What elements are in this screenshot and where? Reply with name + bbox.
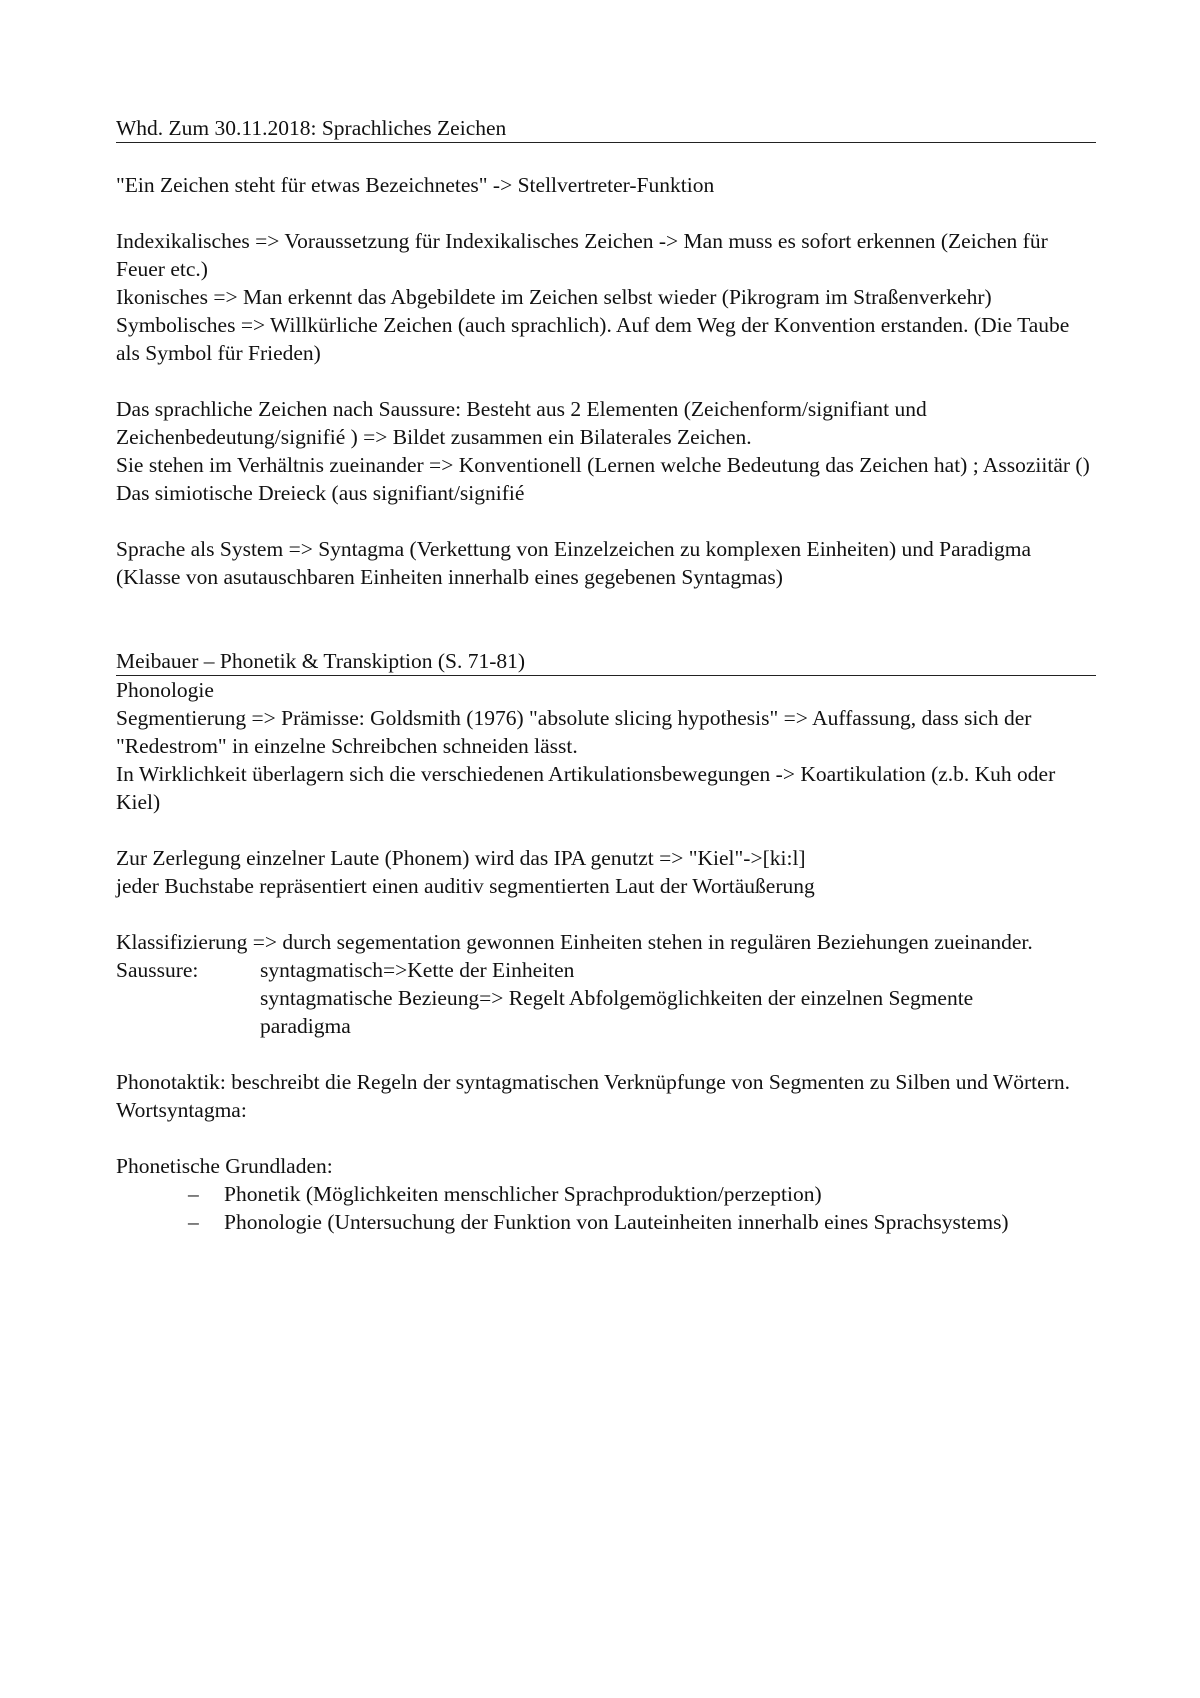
paragraph-koartikulation: In Wirklichkeit überlagern sich die verschiedenen Artikulationsbewegungen -> Koartikulation (z.b. Kuh oder Kiel): [116, 762, 1056, 814]
paragraph-indexikalisches: Indexikalisches => Voraussetzung für Indexikalisches Zeichen -> Man muss es sofort erkennen (Zeichen für Feuer etc.): [116, 229, 1048, 281]
paragraph-ikonisches: Ikonisches => Man erkennt das Abgebildete im Zeichen selbst wieder (Pikrogram im Straßenverkehr): [116, 285, 992, 309]
paragraph-dreieck: Das simiotische Dreieck (aus signifiant/signifié: [116, 481, 525, 505]
dash-bullet-icon: –: [188, 1182, 199, 1206]
paragraph-verhaeltnis: Sie stehen im Verhältnis zueinander => Konventionell (Lernen welche Bedeutung das Zeichen hat) ; Assoziitär (): [116, 453, 1090, 477]
saussure-line: syntagmatisch=>Kette der Einheiten: [260, 958, 575, 982]
paragraph-buchstabe: jeder Buchstabe repräsentiert einen auditiv segmentierten Laut der Wortäußerung: [116, 874, 815, 898]
list-item-text: Phonetik (Möglichkeiten menschlicher Sprachproduktion/perzeption): [224, 1182, 822, 1206]
grundladen-list: [116, 1180, 1096, 1236]
dash-bullet-icon: –: [188, 1210, 199, 1234]
saussure-line: syntagmatische Bezieung=> Regelt Abfolgemöglichkeiten der einzelnen Segmente: [260, 986, 974, 1010]
saussure-block: [116, 956, 1096, 1040]
section-heading-meibauer: Meibauer – Phonetik & Transkiption (S. 71-81): [116, 647, 1096, 676]
saussure-label: Saussure:: [116, 958, 199, 982]
paragraph-segmentierung: Segmentierung => Prämisse: Goldsmith (1976) "absolute slicing hypothesis" => Auffassung, dass sich der "Redestrom" in einzelne Schreibchen schneiden lässt.: [116, 706, 1032, 758]
paragraph-symbolisches: Symbolisches => Willkürliche Zeichen (auch sprachlich). Auf dem Weg der Konvention erstanden. (Die Taube als Symbol für Frieden): [116, 313, 1070, 365]
paragraph-wortsyntagma: Wortsyntagma:: [116, 1098, 247, 1122]
list-item-text: Phonologie (Untersuchung der Funktion von Lauteinheiten innerhalb eines Sprachsystems): [224, 1210, 1009, 1234]
paragraph-stellvertreter: "Ein Zeichen steht für etwas Bezeichnetes" -> Stellvertreter-Funktion: [116, 173, 715, 197]
paragraph-sprache-system: Sprache als System => Syntagma (Verkettung von Einzelzeichen zu komplexen Einheiten) und Paradigma (Klasse von asutauschbaren Einheiten innerhalb eines gegebenen Syntagmas): [116, 537, 1032, 589]
section-heading-sprachliches-zeichen: Whd. Zum 30.11.2018: Sprachliches Zeichen: [116, 114, 1096, 143]
list-item: [188, 1180, 1096, 1208]
document-page: [116, 114, 1096, 1236]
list-item: [188, 1208, 1096, 1236]
paragraph-klassifizierung: Klassifizierung => durch segementation gewonnen Einheiten stehen in regulären Beziehungen zueinander.: [116, 930, 1033, 954]
paragraph-grundladen: Phonetische Grundladen:: [116, 1154, 333, 1178]
paragraph-phonologie: Phonologie: [116, 678, 214, 702]
paragraph-phonotaktik: Phonotaktik: beschreibt die Regeln der syntagmatischen Verknüpfunge von Segmenten zu Silben und Wörtern.: [116, 1070, 1070, 1094]
paragraph-saussure-zeichen: Das sprachliche Zeichen nach Saussure: Besteht aus 2 Elementen (Zeichenform/signifiant und Zeichenbedeutung/signifié ) => Bildet zusammen ein Bilaterales Zeichen.: [116, 397, 927, 449]
saussure-line: paradigma: [260, 1014, 351, 1038]
saussure-lines: [260, 956, 1096, 1040]
paragraph-ipa: Zur Zerlegung einzelner Laute (Phonem) wird das IPA genutzt => "Kiel"->[ki:l]: [116, 846, 806, 870]
